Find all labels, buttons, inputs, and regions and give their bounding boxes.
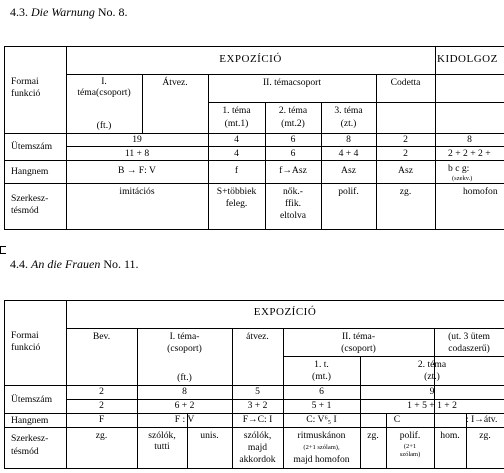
table2-utem-atv-split: 3 + 2 — [247, 400, 268, 411]
table2-utem-mt-total: 6 — [319, 386, 324, 397]
table1-header-atvez: Átvez. — [162, 77, 188, 88]
table1-label-formai: Formai — [11, 76, 39, 87]
table1-hangnem-zt: Asz — [341, 165, 356, 176]
table1-utem-mt1-split: 4 — [234, 148, 239, 159]
table2-szerk-bev: zg. — [95, 430, 108, 441]
table2-header-bev: Bev. — [92, 331, 111, 342]
table1-szerk-cod: zg. — [399, 186, 412, 197]
table1-utem-tema1-split: 11 + 8 — [124, 148, 150, 159]
table2-label-utemszam: Ütemszám — [11, 394, 53, 405]
table2-szerk-atv-b: majd — [247, 442, 268, 453]
table1-header-tema1-a: I. — [101, 76, 107, 87]
table1-szerk-zt: polif. — [338, 186, 359, 197]
table1-hangnem-mt2: f→Asz — [279, 165, 307, 176]
table1-utem-mt2-split: 6 — [290, 148, 296, 159]
table2-hangnem-bev: F — [98, 414, 105, 425]
table2-szerk-s1-b: tutti — [154, 441, 170, 452]
table1-header-mt1-b: (mt.1) — [224, 118, 249, 129]
table2-szerk-polif-c: szólam) — [399, 451, 421, 458]
table1-utem-kid-split: 2 + 2 + 2 + — [448, 148, 491, 159]
table2-utem-atv-total: 5 — [255, 386, 260, 397]
table2-header-zt-a: 2. téma — [417, 359, 447, 370]
table2-caption-number: 4.4. — [10, 257, 28, 271]
table1-utem-tema1-total: 19 — [132, 134, 142, 145]
table2-szerk-s2: unis. — [200, 430, 219, 441]
table1-label-tesmod: tésmód — [11, 205, 39, 216]
table2-utem-mt-split: 5 + 1 — [311, 400, 332, 411]
table1-hangnem-mt1: f — [234, 165, 239, 176]
table1-szerk-mt2-b: ffik. — [284, 198, 302, 209]
table2-utem-bev-split: 2 — [99, 400, 104, 411]
table2-szerk-zg2: zg. — [479, 430, 491, 441]
table1-szerk-tema1: imitációs — [119, 186, 155, 197]
table2-label-hangnem: Hangnem — [11, 415, 49, 426]
table1-utem-mt2-total: 6 — [290, 134, 296, 145]
table2-szerk-mt-b: (2+1 szólam), — [303, 444, 340, 451]
table2-szerk-mt-c: majd homofon — [293, 454, 350, 465]
table1-caption — [10, 5, 128, 20]
table1-utem-kid-total: 8 — [467, 134, 472, 145]
table2-caption-suffix: No. 11. — [103, 257, 139, 271]
table1-header-tema2: II. témacsoport — [262, 77, 322, 88]
table2-utem-zt-total: 9 — [429, 386, 435, 397]
table1-hangnem-cod: Asz — [398, 165, 413, 176]
table2-szerk-s1-a: szólók, — [148, 430, 176, 441]
table1-label-utemszam: Ütemszám — [11, 141, 53, 152]
table2-header-ft: (ft.) — [177, 372, 192, 383]
table2-utem-t1-total: 8 — [182, 386, 187, 397]
table1-szerk-mt2-a: nők.- — [283, 186, 303, 197]
table1-header-zt-a: 3. téma — [334, 105, 363, 116]
table1-hangnem-kid: b c g: — [448, 163, 470, 174]
table2-utem-t1-split: 6 + 2 — [174, 400, 195, 411]
table2-header-mt-a: 1. t. — [314, 359, 329, 370]
table2-hangnem-end: : I→átv. — [466, 414, 498, 425]
table1-kidolgozas-header: KIDOLGOZ — [437, 53, 498, 65]
table1-header-mt2-a: 2. téma — [278, 105, 308, 116]
table1-hangnem-kid-note: (szekv.) — [452, 175, 473, 182]
table1-header-mt1-a: 1. téma — [222, 105, 251, 116]
table1-caption-suffix: No. 8. — [97, 5, 128, 19]
table2-szerk-hom: hom. — [440, 430, 460, 441]
table2-szerk-atv-a: szólók, — [243, 430, 272, 441]
table1-hangnem-tema1: B → F: V — [118, 165, 156, 176]
table2-header-tema1-a: I. téma- — [169, 331, 200, 342]
table2-hangnem-t1: F : V — [174, 414, 195, 425]
table1-header-zt-b: (zt.) — [340, 118, 357, 129]
table1-utem-mt1-total: 4 — [234, 134, 239, 145]
table1-szerk-kid: homofon — [463, 186, 498, 197]
page-margin-marker — [0, 246, 6, 254]
table1-utem-zt-split: 4 + 4 — [338, 148, 359, 159]
table1-label-funkcio: funkció — [11, 88, 41, 99]
table2-header-atvez: átvez. — [246, 331, 269, 342]
table2-szerk-atv-c: akkordok — [239, 454, 276, 465]
table1-header-tema1-b: téma(csoport) — [77, 87, 131, 98]
table2-hangnem-atv: F→C: I — [242, 414, 273, 425]
table2-header-zt-b: (zt.) — [424, 371, 440, 382]
table1-utem-cod-total: 2 — [403, 134, 408, 145]
table2-szerk-mt-a: ritmuskánon — [297, 430, 346, 441]
table1-szerk-mt1-b: feleg. — [225, 198, 248, 209]
table2-caption-title: An die Frauen — [31, 257, 101, 271]
table1-header-ft: (ft.) — [96, 120, 112, 131]
table1-utem-zt-total: 8 — [346, 134, 351, 145]
table1-expozicio-header: EXPOZÍCIÓ — [219, 53, 282, 65]
table2-hangnem-zt: C — [393, 414, 401, 425]
table2-header-tema2-b: (csoport) — [341, 343, 376, 354]
table2-expozicio-header: EXPOZÍCIÓ — [253, 306, 317, 318]
table2-szerk-polif-a: polif. — [399, 430, 421, 441]
table2-szerk-polif-b: (2+1 — [403, 443, 417, 450]
table2-header-tema2-a: II. téma- — [341, 331, 376, 342]
table2-label-tesmod: tésmód — [11, 446, 39, 457]
table1-header-mt2-b: (mt.2) — [281, 118, 305, 129]
table2-label-szerkesz: Szerkesz- — [11, 433, 49, 444]
table1-szerk-mt2-c: eltolva — [279, 210, 307, 221]
table1-header-codetta: Codetta — [390, 77, 421, 88]
table2-utem-bev-total: 2 — [99, 386, 104, 397]
table1-label-hangnem: Hangnem — [11, 166, 49, 177]
table2-header-ut-a: (ut. 3 ütem — [448, 331, 490, 342]
table2-header-mt-b: (mt.) — [312, 371, 331, 382]
table1-label-szerkesz: Szerkesz- — [11, 193, 49, 204]
table1-utem-cod-split: 2 — [403, 148, 408, 159]
table2-hangnem-mt: C: V⁶₅ I — [306, 414, 337, 425]
table2-caption — [10, 257, 139, 272]
table2-label-formai: Formai — [11, 330, 39, 341]
table1-szerk-mt1-a: S+többiek — [216, 186, 257, 197]
table2-szerk-zg: zg. — [367, 430, 379, 441]
table2-header-ut-b: codaszerű) — [448, 343, 490, 354]
table2-header-tema1-b: (csoport) — [167, 343, 202, 354]
table2-utem-zt-split: 1 + 5 + 1 + 2 — [407, 400, 457, 411]
table1-caption-title: Die Warnung — [31, 5, 95, 19]
table1-caption-number: 4.3. — [10, 5, 28, 19]
table2-label-funkcio: funkció — [11, 342, 41, 353]
